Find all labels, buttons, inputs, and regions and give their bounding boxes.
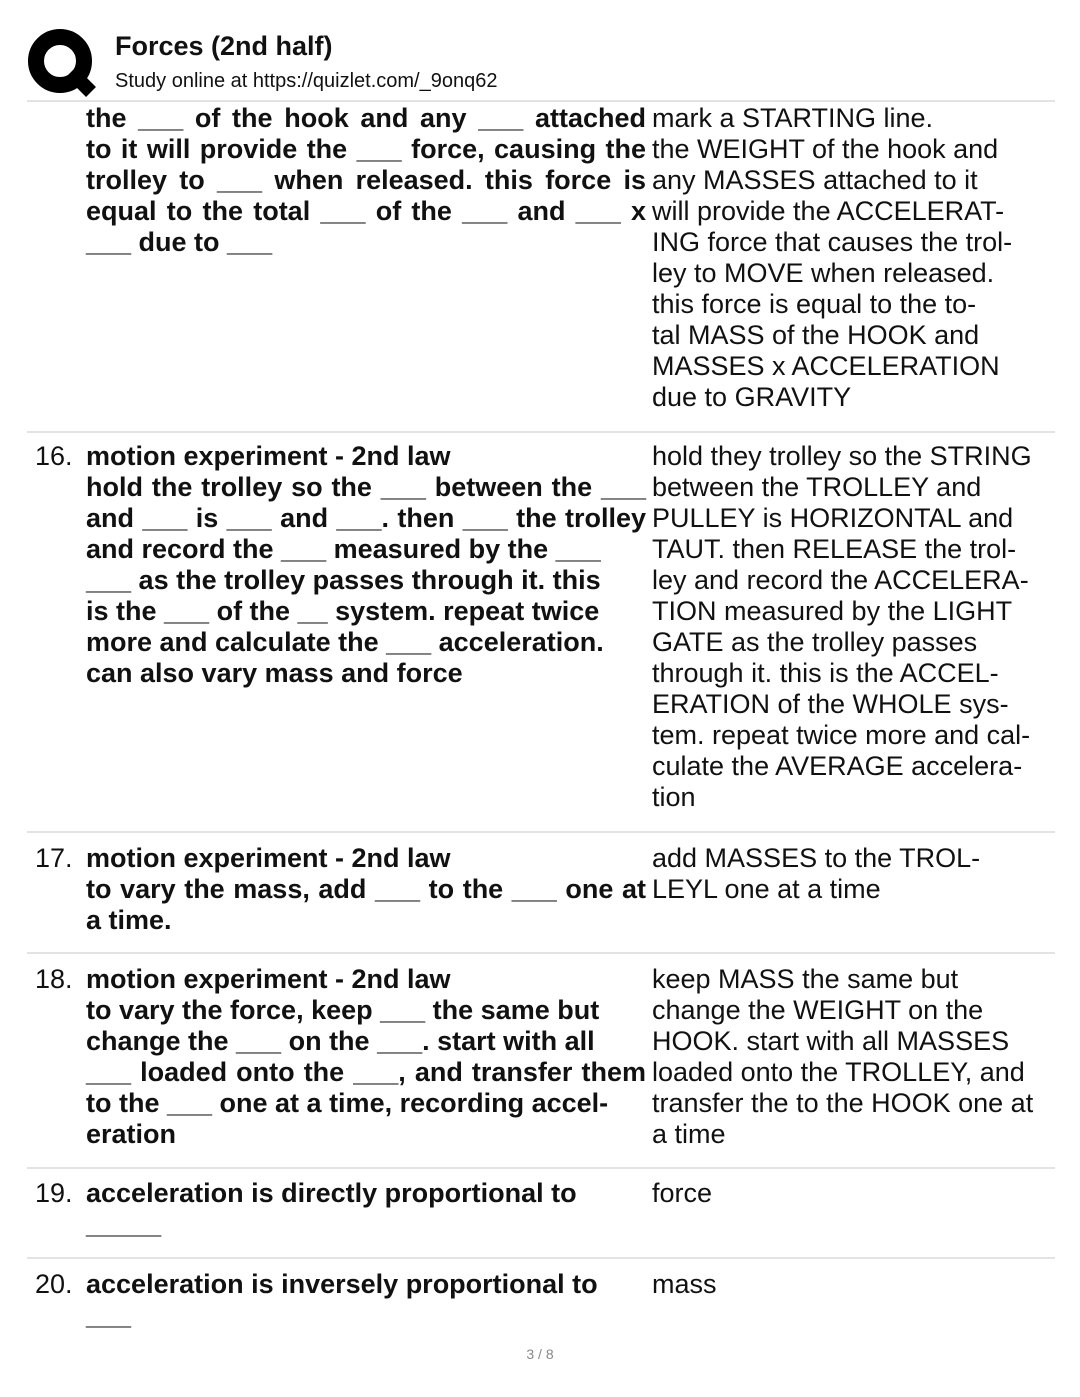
card-number: 16. <box>35 441 73 471</box>
page-indicator: 3 / 8 <box>526 1346 554 1362</box>
definition-text: force <box>652 1178 713 1208</box>
term-text: acceleration is directly proportional to _____ <box>86 1178 577 1239</box>
term-text: motion experiment - 2nd law to vary the mass, add ___ to the ___ one at a time. <box>86 843 646 935</box>
card-number: 20. <box>35 1269 73 1299</box>
set-title: Forces (2nd half) <box>115 31 333 61</box>
definition-text: add MASSES to the TROL- LEYL one at a time <box>652 843 981 904</box>
study-online-link[interactable]: Study online at https://quizlet.com/_9onq62 <box>115 70 498 92</box>
divider <box>27 100 1055 102</box>
term-text: motion experiment - 2nd law hold the trolley so the ___ between the ___ and ___ is ___ and ___. then ___ the trolley and record the ___ measured by the ___ ___ as the trolley passes through it. this is the ___ of the __ system. repeat twice more and calculate the ___ acceleration. can also vary mass and force <box>86 441 646 688</box>
divider <box>27 952 1055 954</box>
card-number: 18. <box>35 964 73 994</box>
quizlet-logo-icon <box>27 28 97 98</box>
card-number: 17. <box>35 843 73 873</box>
divider <box>27 1257 1055 1259</box>
card-number: 19. <box>35 1178 73 1208</box>
definition-text: mark a STARTING line. the WEIGHT of the hook and any MASSES attached to it will provide the ACCELERAT- ING force that causes the trol- ley to MOVE when released. this force is equal to the to- tal MASS of the HOOK and MASSES x ACCELERATION due to GRAVITY <box>652 103 1013 412</box>
term-text: the ___ of the hook and any ___ attached to it will provide the ___ force, causing the trolley to ___ when released. this force is equal to the total ___ of the ___ and ___ x ___ due to ___ <box>86 103 646 257</box>
divider <box>27 831 1055 833</box>
page-header <box>0 0 1080 100</box>
definition-text: keep MASS the same but change the WEIGHT on the HOOK. start with all MASSES loaded onto the TROLLEY, and transfer the to the HOOK one at a time <box>652 964 1034 1149</box>
term-text: motion experiment - 2nd law to vary the force, keep ___ the same but change the ___ on the ___. start with all ___ loaded onto the ___, and transfer them to the ___ one at a time, recording accel- eration <box>86 964 646 1149</box>
definition-text: mass <box>652 1269 717 1299</box>
term-text: acceleration is inversely proportional to ___ <box>86 1269 598 1330</box>
divider <box>27 431 1055 433</box>
definition-text: hold they trolley so the STRING between the TROLLEY and PULLEY is HORIZONTAL and TAUT. then RELEASE the trol- ley and record the ACCELERA- TION measured by the LIGHT GATE as the trolley passes through it. this is the ACCEL- ERATION of the WHOLE sys- tem. repeat twice more and cal- culate the AVERAGE accelera- tion <box>652 441 1032 812</box>
divider <box>27 1167 1055 1169</box>
